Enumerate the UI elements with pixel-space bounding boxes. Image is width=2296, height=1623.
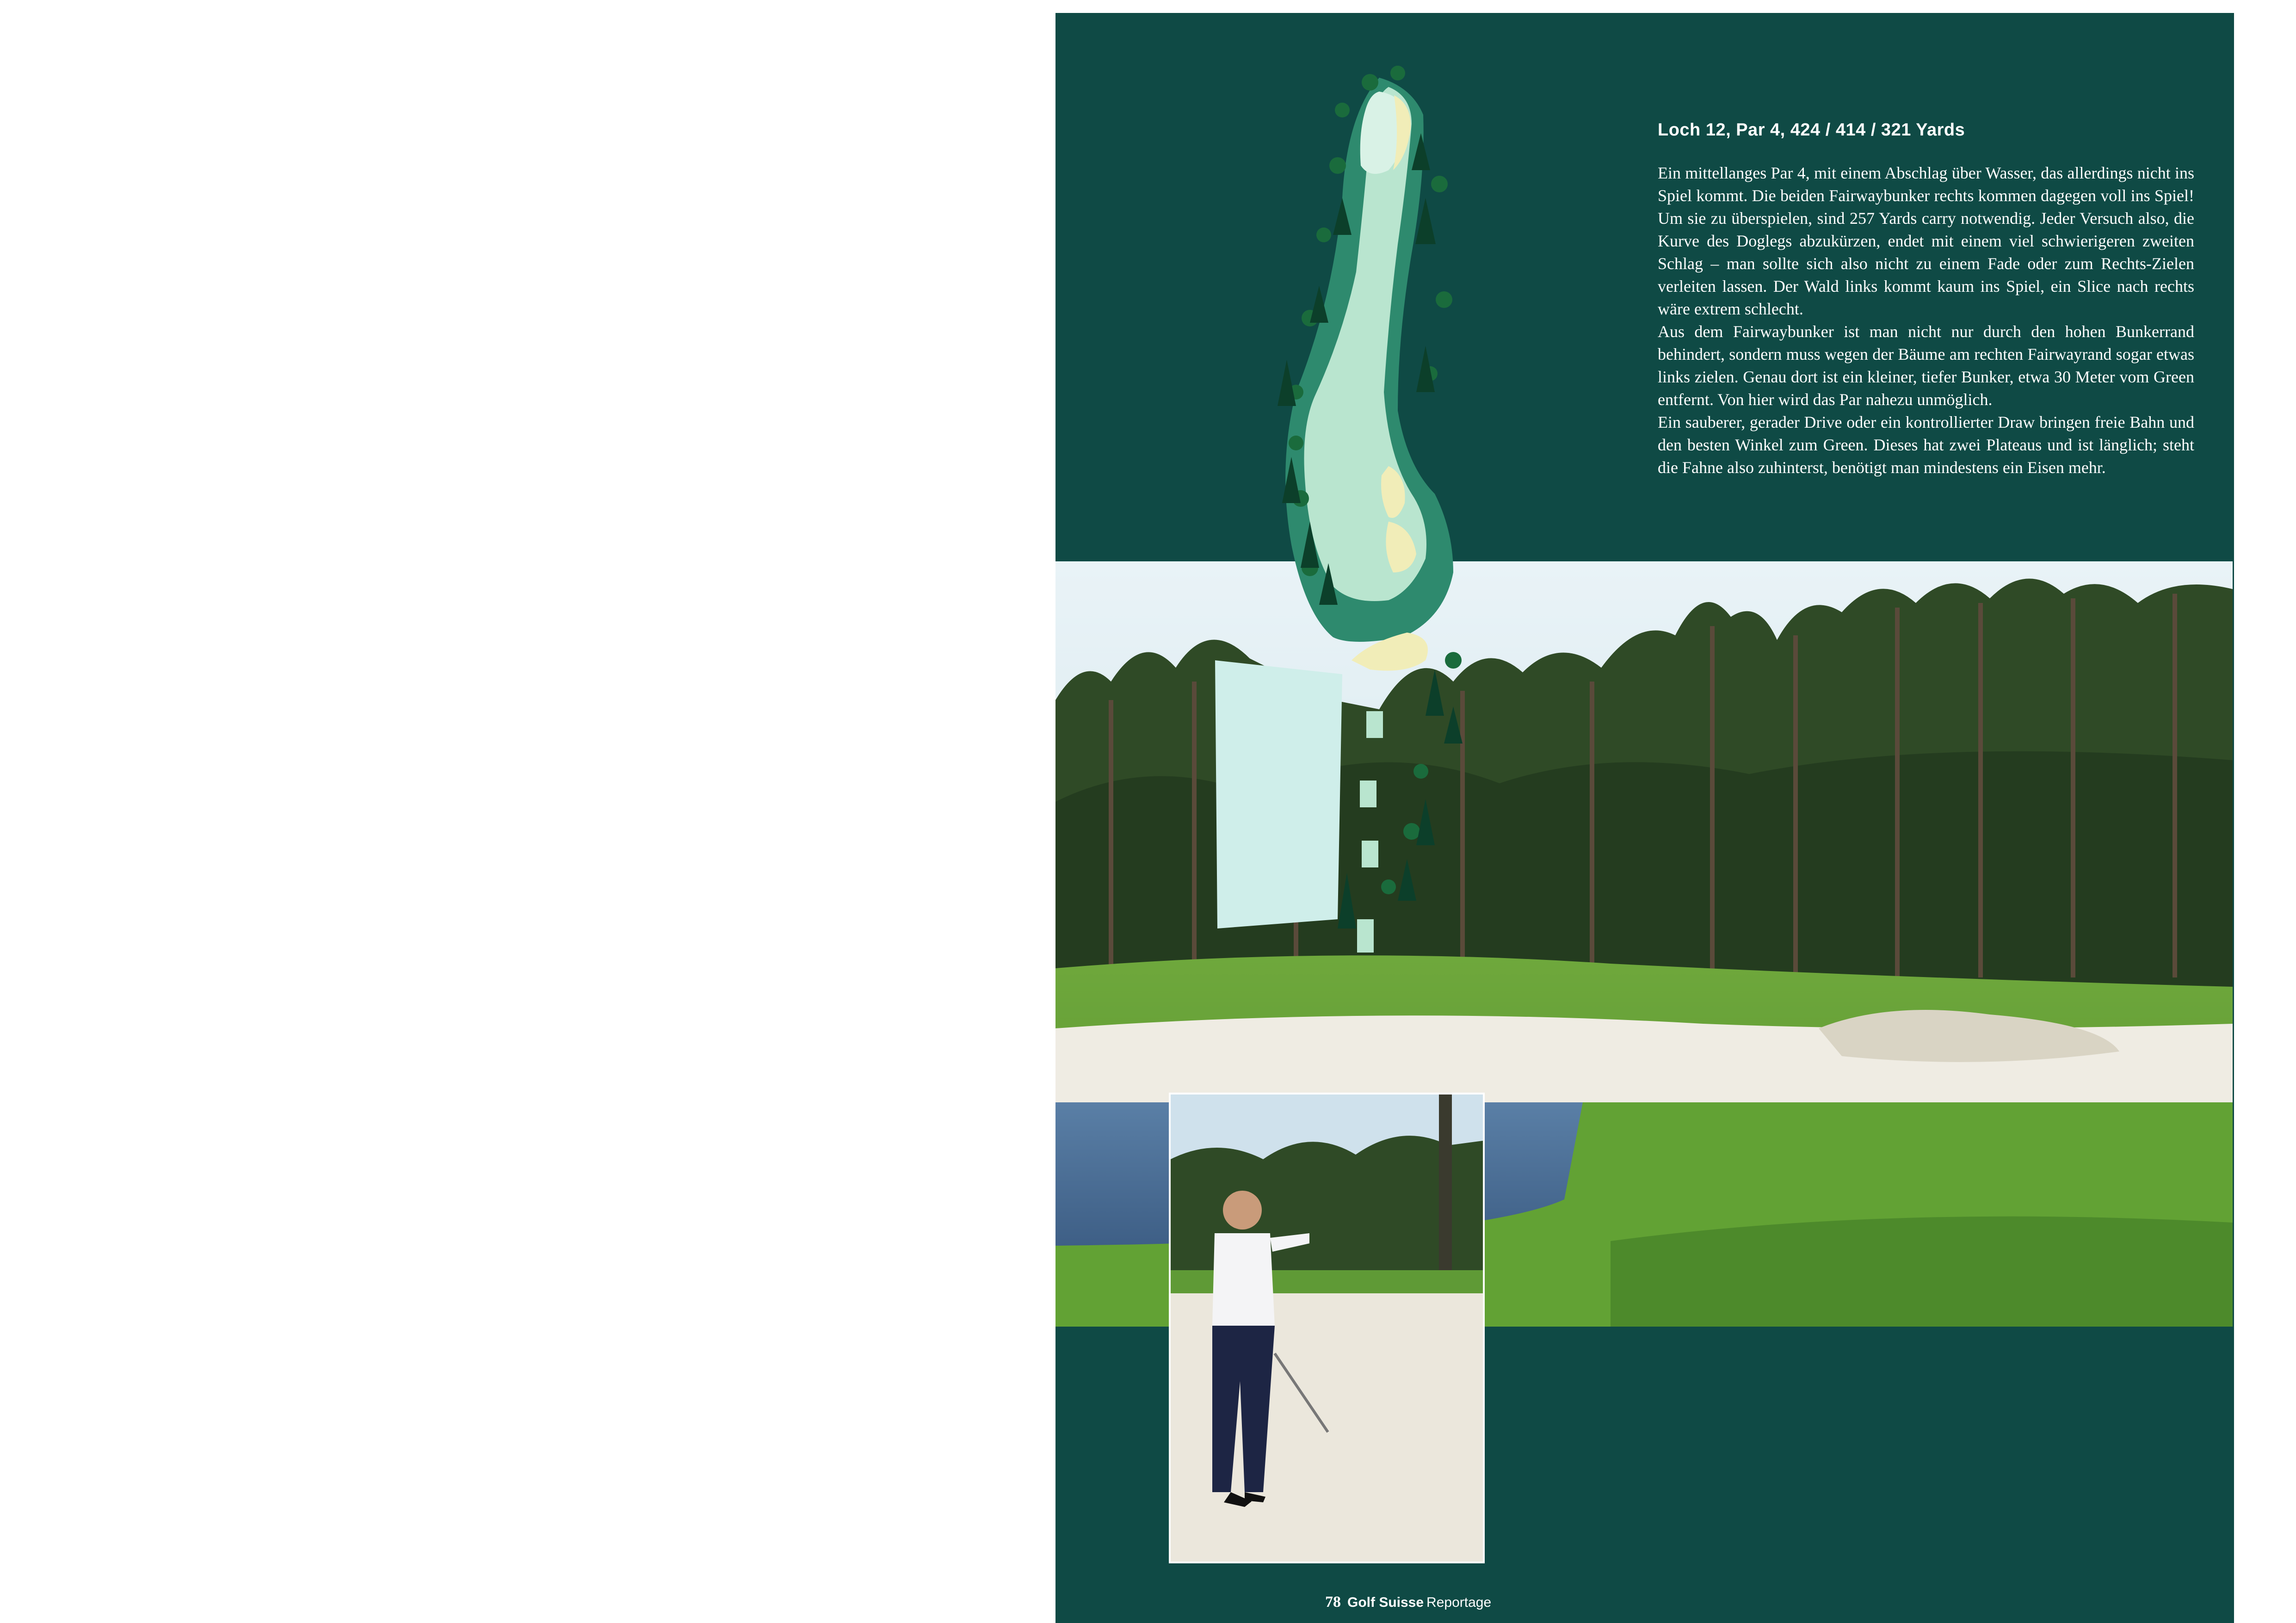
- page-footer: [1325, 1593, 1491, 1611]
- section-name: Reportage: [1426, 1595, 1492, 1610]
- magazine-page: [1055, 13, 2234, 1623]
- hole-layout-illustration: [1194, 59, 1611, 984]
- article-paragraph: Ein sauberer, gerader Drive oder ein kontrollierter Draw bringen freie Bahn und den besten Winkel zum Green. Dieses hat zwei Plateaus und ist länglich; steht die Fahne also zuhinterst, benötigt man mindestens ein Eisen mehr.: [1658, 413, 2194, 477]
- hole-title: Loch 12, Par 4, 424 / 414 / 321 Yards: [1658, 120, 1965, 140]
- article-body: [1658, 162, 2194, 479]
- page-number: 78: [1325, 1593, 1341, 1611]
- magazine-name: Golf Suisse: [1347, 1595, 1424, 1610]
- golfer-photo: [1169, 1093, 1485, 1563]
- article-paragraph: Ein mittellanges Par 4, mit einem Abschlag über Wasser, das allerdings nicht ins Spiel kommt. Die beiden Fairwaybunker rechts kommen dagegen voll ins Spiel! Um sie zu überspielen, sind 257 Yards carry notwendig. Jeder Versuch also, die Kurve des Doglegs abzukürzen, endet mit einem viel schwierigeren zweiten Schlag – man sollte sich also nicht zu einem Fade oder zum Rechts-Zielen verleiten lassen. Der Wald links kommt kaum ins Spiel, ein Slice nach rechts wäre extrem schlecht.: [1658, 164, 2194, 318]
- article-paragraph: Aus dem Fairwaybunker ist man nicht nur durch den hohen Bunkerrand behindert, sondern muss wegen der Bäume am rechten Fairwayrand sogar etwas links zielen. Genau dort ist ein kleiner, tiefer Bunker, etwa 30 Meter vom Green entfernt. Von hier wird das Par nahezu unmöglich.: [1658, 322, 2194, 409]
